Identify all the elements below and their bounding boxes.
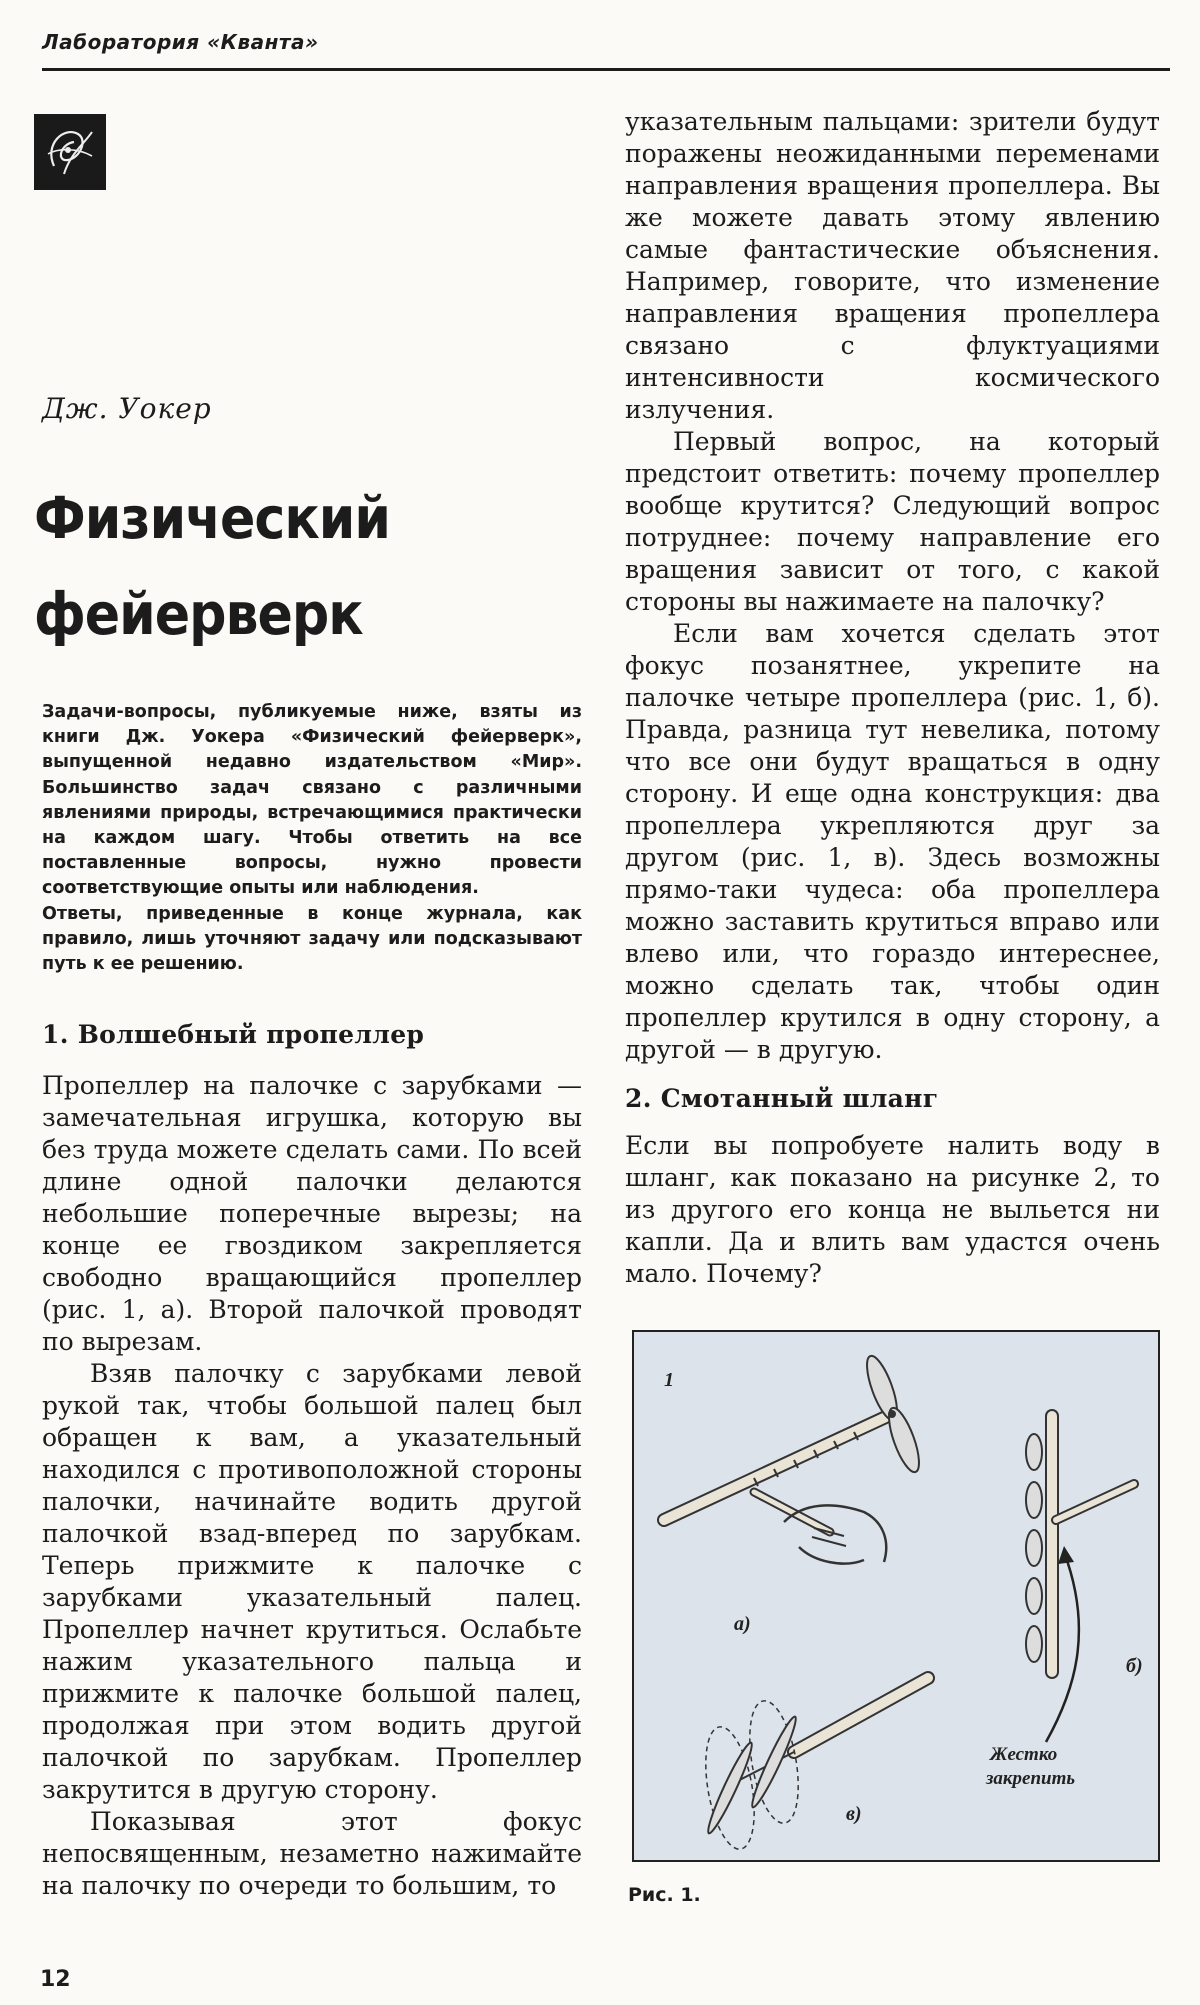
four-propellers-b xyxy=(1026,1434,1042,1662)
figure-label-a: а) xyxy=(734,1613,751,1635)
section-logo-icon xyxy=(34,114,106,190)
stick-v xyxy=(724,1678,928,1788)
paragraph: указательным пальцами: зрители будут поражены неожиданными переменами направления вращения пропеллера. Вы же можете давать этому явлению самые фантастические объяснения. Например, говорите, что изменение направления вращения пропеллера связано с флуктуациями интенсивности космического излучения. xyxy=(625,107,1160,424)
figure-number-label: 1 xyxy=(664,1369,674,1391)
figure-label-v: в) xyxy=(846,1803,862,1825)
figure-1-illustration xyxy=(632,1330,1160,1862)
intro-paragraph: Ответы, приведенные в конце журнала, как правило, лишь уточняют задачу или подсказывают путь к ее решению. xyxy=(42,903,582,975)
section-2-heading: 2. Смотанный шланг xyxy=(625,1084,939,1113)
arrow-head-icon xyxy=(1058,1546,1074,1564)
paragraph: Если вы попробуете налить воду в шланг, как показано на рисунке 2, то из другого его конца не выльется ни капли. Да и влить вам удастся очень мало. Почему? xyxy=(625,1131,1160,1288)
figure-label-b: б) xyxy=(1126,1655,1143,1677)
paragraph: Первый вопрос, на который предстоит ответить: почему пропеллер вообще крутится? Следующий вопрос потруднее: почему направление его вращения зависит от того, с какой стороны вы нажимаете на палочку? xyxy=(625,427,1160,616)
vertical-stick-b xyxy=(1052,1416,1134,1672)
tandem-propellers-v xyxy=(698,1697,807,1853)
header-divider xyxy=(42,68,1170,71)
figure-caption: Рис. 1. xyxy=(628,1884,701,1906)
section-header-title: Лаборатория «Кванта» xyxy=(42,30,319,54)
annotation-line-2: закрепить xyxy=(986,1768,1076,1789)
page-number: 12 xyxy=(40,1967,71,1992)
article-title: Физический фейерверк xyxy=(34,484,390,648)
paragraph: Показывая этот фокус непосвященным, незаметно нажимайте на палочку по очереди то большим, то xyxy=(42,1807,582,1900)
propeller-a xyxy=(861,1353,925,1476)
section-1-heading: 1. Волшебный пропеллер xyxy=(42,1020,425,1049)
section-2-text xyxy=(625,1130,1160,1290)
paragraph: Взяв палочку с зарубками левой рукой так, чтобы большой палец был обращен к вам, а указательный находился с противоположной стороны палочки, начинайте водить другой палочкой взад-вперед по зарубкам. Теперь прижмите к палочке с зарубками указательный палец. Пропеллер начнет крутиться. Ослабьте нажим указательного пальца и прижмите к палочке большой палец, продолжая при этом водить другой палочкой по зарубкам. Пропеллер закрутится в другую сторону. xyxy=(42,1359,582,1804)
article-intro xyxy=(42,700,582,977)
annotation-line-1: Жестко xyxy=(990,1744,1058,1765)
hand-with-stick xyxy=(754,1492,886,1564)
article-author: Дж. Уокер xyxy=(42,392,212,425)
paragraph: Если вам хочется сделать этот фокус позанятнее, укрепите на палочке четыре пропеллера (рис. 1, б). Правда, разница тут невелика, потому что все они будут вращаться в одну сторону. И еще одна конструкция: два пропеллера укрепляются друг за другом (рис. 1, в). Здесь возможны прямо-таки чудеса: оба пропеллера можно заставить крутиться вправо или влево или, что гораздо интереснее, можно сделать так, чтобы один пропеллер крутился в одну сторону, а другой — в другую. xyxy=(625,619,1160,1064)
intro-paragraph: Задачи-вопросы, публикуемые ниже, взяты из книги Дж. Уокера «Физический фейерверк», выпущенной недавно издательством «Мир». Большинство задач связано с различными явлениями природы, встречающимися практически на каждом шагу. Чтобы ответить на все поставленные вопросы, нужно провести соответствующие опыты или наблюдения. xyxy=(42,702,582,899)
paragraph: Пропеллер на палочке с зарубками — замечательная игрушка, которую вы без труда можете сделать сами. По всей длине одной палочки делаются небольшие поперечные вырезы; на конце ее гвоздиком закрепляется свободно вращающийся пропеллер (рис. 1, а). Второй палочкой проводят по вырезам. xyxy=(42,1071,582,1356)
section-1-text-right xyxy=(625,106,1160,1066)
section-1-text-left xyxy=(42,1070,582,1902)
